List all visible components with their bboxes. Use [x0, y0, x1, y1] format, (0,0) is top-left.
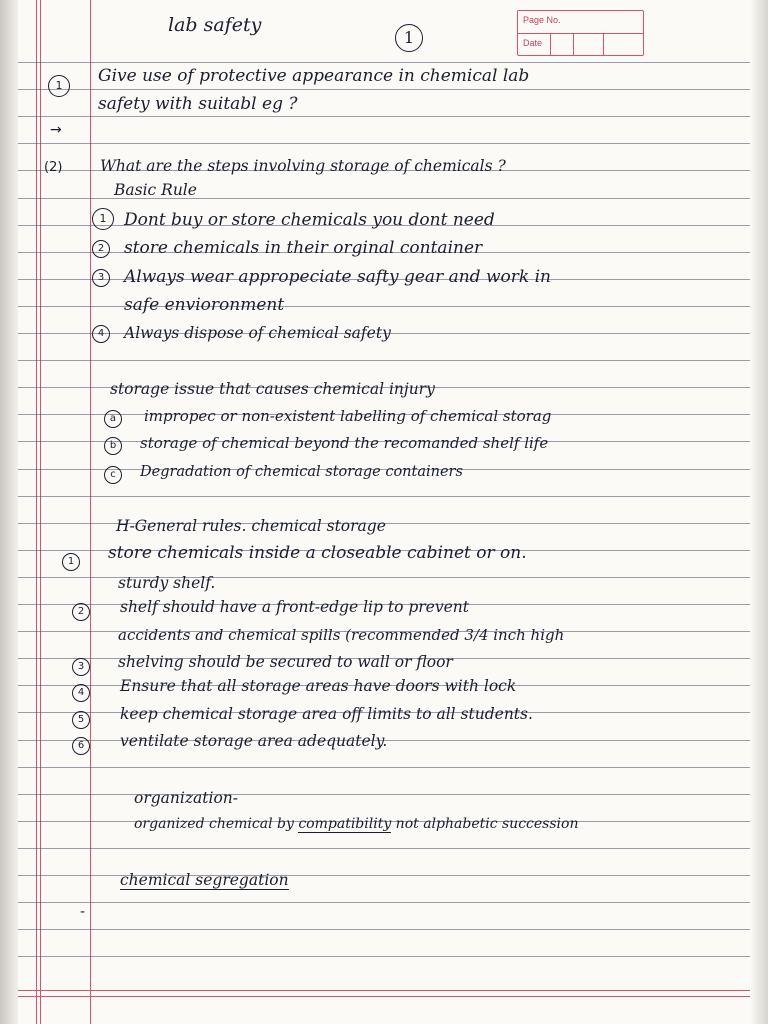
general-rule-text: Ensure that all storage areas have doors with lock: [120, 677, 517, 695]
page-date-stamp: [517, 10, 644, 56]
general-rules-heading: H-General rules. chemical storage: [116, 517, 386, 535]
ruled-line: [18, 767, 750, 768]
general-rule-text: store chemicals inside a closeable cabinet or on.: [108, 543, 527, 563]
ruled-line: [18, 360, 750, 361]
page-left-binding-shadow: [0, 0, 18, 1024]
bottom-margin-line-2: [18, 996, 750, 997]
rule-number-circle: 1: [92, 208, 114, 230]
organization-heading: organization-: [134, 789, 238, 807]
ruled-line: [18, 62, 750, 63]
ruled-line: [18, 794, 750, 795]
rule-text: Dont buy or store chemicals you dont need: [124, 210, 495, 230]
arrow-mark: →: [50, 122, 62, 138]
item-letter-circle: b: [104, 437, 122, 455]
left-margin-line: [36, 0, 37, 1024]
general-rule-number: 4: [72, 684, 90, 702]
ruled-line: [18, 89, 750, 90]
rule-number-circle: 2: [92, 240, 110, 258]
general-rule-text-continued: sturdy shelf.: [118, 574, 216, 592]
ruled-line: [18, 902, 750, 903]
question-2-text: What are the steps involving storage of chemicals ?: [100, 157, 506, 175]
ruled-line: [18, 848, 750, 849]
basic-rule-heading: Basic Rule: [114, 181, 197, 199]
date-cell-divider: [603, 33, 604, 55]
general-rule-number: 6: [72, 737, 90, 755]
storage-issue-item: Degradation of chemical storage containers: [140, 464, 463, 480]
dash-mark: -: [80, 904, 86, 920]
ruled-line: [18, 956, 750, 957]
ruled-line: [18, 496, 750, 497]
general-rule-number: 3: [72, 658, 90, 676]
organization-text-suffix: not alphabetic succession: [391, 816, 579, 832]
left-margin-line-2: [40, 0, 41, 1024]
ruled-line: [18, 116, 750, 117]
general-rule-text: ventilate storage area adequately.: [120, 732, 388, 750]
item-letter-circle: a: [104, 410, 122, 428]
general-rule-number: 2: [72, 603, 90, 621]
text-margin-line: [90, 0, 91, 1024]
compatibility-underlined: compatibility: [298, 816, 392, 832]
rule-text: store chemicals in their orginal container: [124, 238, 483, 258]
page-no-label: Page No.: [523, 15, 561, 25]
date-label: Date: [523, 38, 543, 48]
general-rule-text: shelving should be secured to wall or floor: [118, 653, 453, 671]
question-1-line-1: Give use of protective appearance in chemical lab: [98, 66, 530, 86]
rule-text: Always wear appropeciate safty gear and work in: [124, 267, 551, 287]
bottom-margin-line: [18, 990, 750, 991]
ruled-line: [18, 143, 750, 144]
question-1-line-2: safety with suitabl eg ?: [98, 94, 298, 114]
rule-text-continued: safe envioronment: [124, 295, 285, 315]
general-rule-text: keep chemical storage area off limits to all students.: [120, 705, 533, 723]
item-letter-circle: c: [104, 466, 122, 484]
general-rule-number: 1: [62, 553, 80, 571]
question-number: (2): [44, 160, 63, 175]
storage-issue-item: storage of chemical beyond the recomanded shelf life: [140, 434, 549, 452]
general-rule-text: shelf should have a front-edge lip to prevent: [120, 598, 469, 616]
rule-number-circle: 4: [92, 325, 110, 343]
storage-issue-heading: storage issue that causes chemical injury: [110, 380, 435, 398]
date-cell-divider: [550, 33, 551, 55]
date-cell-divider: [573, 33, 574, 55]
rule-text: Always dispose of chemical safety: [124, 324, 391, 342]
page-number-circle: 1: [395, 24, 423, 52]
question-number: 1: [48, 75, 70, 97]
page-right-edge-shadow: [750, 0, 768, 1024]
general-rule-number: 5: [72, 711, 90, 729]
ruled-line: [18, 929, 750, 930]
segregation-heading-text: chemical segregation: [120, 871, 289, 889]
chemical-segregation-heading: [120, 870, 289, 890]
organization-line: [134, 814, 578, 834]
page-title: lab safety: [168, 14, 262, 36]
organization-text-prefix: organized chemical by: [134, 816, 299, 832]
general-rule-text-continued: accidents and chemical spills (recommended 3/4 inch high: [118, 626, 565, 644]
rule-number-circle: 3: [92, 269, 110, 287]
storage-issue-item: impropec or non-existent labelling of chemical storag: [144, 407, 552, 425]
